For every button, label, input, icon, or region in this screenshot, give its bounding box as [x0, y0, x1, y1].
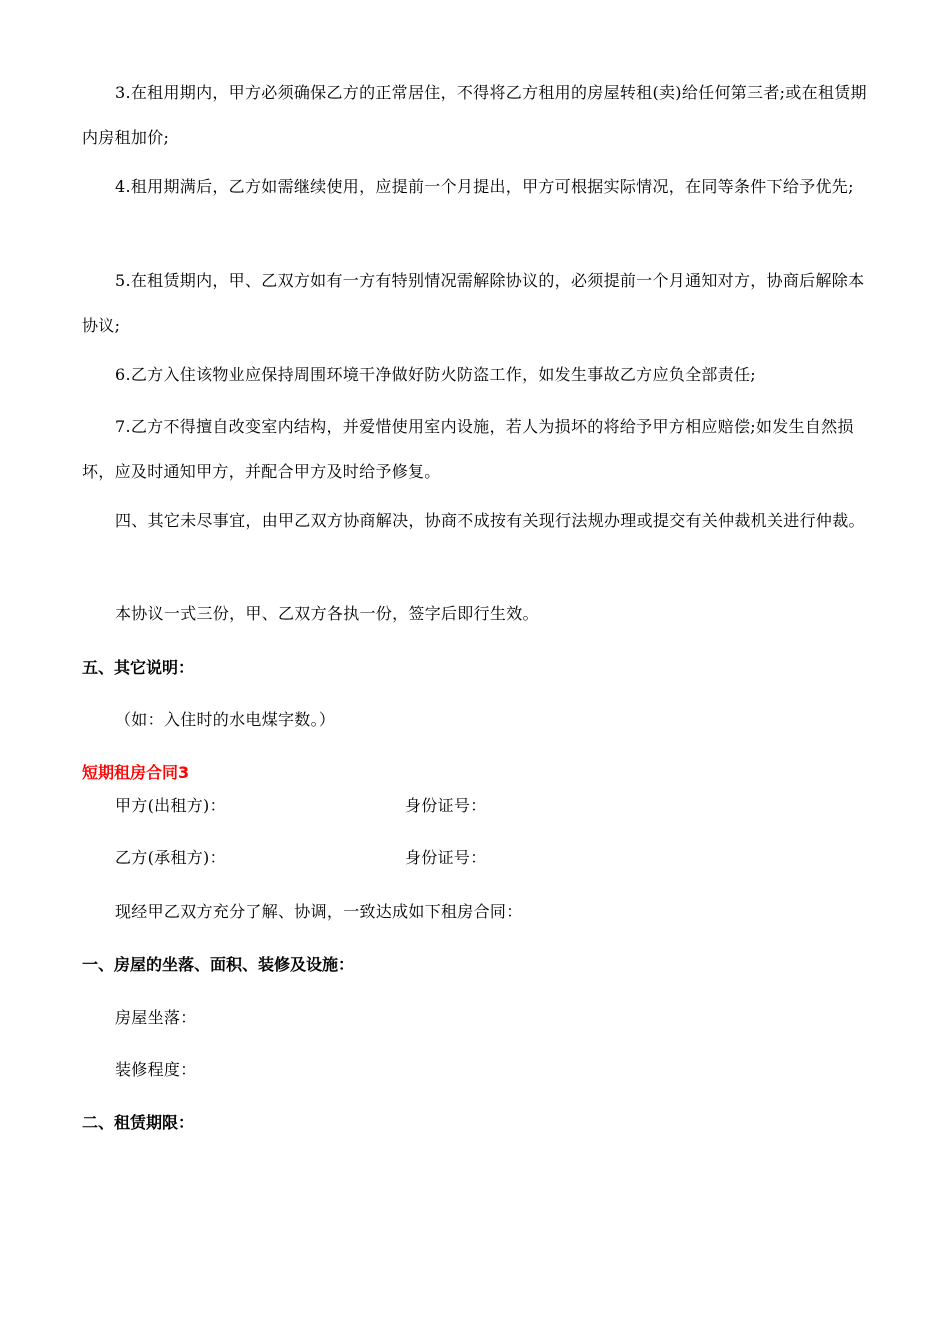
section-five-note: （如：入住时的水电煤字数。）	[115, 710, 336, 729]
section-one-heading: 一、房屋的坐落、面积、装修及设施：	[82, 955, 355, 974]
party-a-label: 甲方(出租方)：	[115, 796, 226, 815]
party-a-id-label: 身份证号：	[405, 796, 487, 815]
contract-preamble: 现经甲乙双方充分了解、协调，一致达成如下租房合同：	[115, 902, 523, 921]
clause-4: 4.租用期满后，乙方如需继续使用，应提前一个月提出，甲方可根据实际情况，在同等条件下给予优先;	[115, 177, 854, 196]
party-b-label: 乙方(承租方)：	[115, 848, 226, 867]
clause-6: 6.乙方入住该物业应保持周围环境干净做好防火防盗工作，如发生事故乙方应负全部责任;	[115, 365, 756, 384]
party-b-id-label: 身份证号：	[405, 848, 487, 867]
section-two-heading: 二、租赁期限：	[82, 1113, 195, 1132]
clause-3: 3.在租用期内，甲方必须确保乙方的正常居住，不得将乙方租用的房屋转租(卖)给任何第三者;或在租赁期内房租加价;	[82, 83, 867, 147]
decoration-label: 装修程度：	[115, 1060, 197, 1079]
clause-7: 7.乙方不得擅自改变室内结构，并爱惜使用室内设施，若人为损坏的将给予甲方相应赔偿;如发生自然损坏，应及时通知甲方，并配合甲方及时给予修复。	[82, 417, 854, 481]
copies-note: 本协议一式三份，甲、乙双方各执一份，签字后即行生效。	[115, 604, 539, 623]
section-four-paragraph: 四、其它未尽事宜，由甲乙双方协商解决，协商不成按有关现行法规办理或提交有关仲裁机关进行仲裁。	[115, 511, 865, 530]
location-label: 房屋坐落：	[115, 1008, 197, 1027]
contract-title: 短期租房合同3	[82, 763, 190, 782]
section-five-heading: 五、其它说明：	[82, 658, 195, 677]
clause-5: 5.在租赁期内，甲、乙双方如有一方有特别情况需解除协议的，必须提前一个月通知对方，协商后解除本协议;	[82, 271, 865, 335]
